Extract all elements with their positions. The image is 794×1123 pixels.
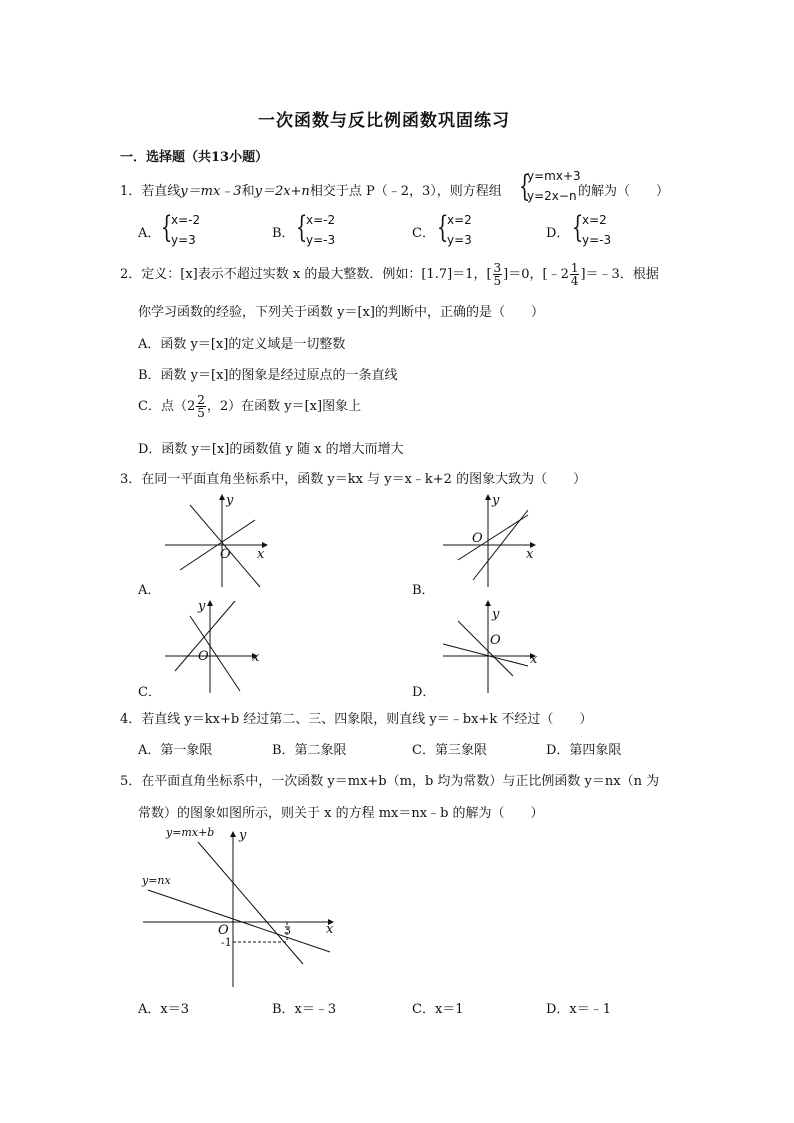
option-b-label[interactable]: B． xyxy=(412,583,435,598)
brace-icon: { xyxy=(436,210,449,245)
equation: y＝mx﹣3 xyxy=(180,184,242,199)
brace-icon: { xyxy=(518,169,531,204)
text: ]＝﹣3．根据 xyxy=(580,267,659,282)
option-d-label[interactable]: D． xyxy=(412,685,436,700)
option-b-label[interactable]: B． xyxy=(272,226,295,241)
question-2-stem xyxy=(120,262,659,287)
graph-q5 xyxy=(138,822,348,992)
question-3-stem: 3．在同一平面直角坐标系中，函数 y＝kx 与 y＝x﹣k+2 的图象大致为（ ） xyxy=(120,472,587,487)
axis-y-label: y xyxy=(226,493,234,508)
question-5-line2: 常数）的图象如图所示，则关于 x 的方程 mx＝nx﹣b 的解为（ ） xyxy=(138,806,544,821)
graph-c xyxy=(160,596,270,696)
line-label-nx: y=nx xyxy=(142,874,171,887)
option-a[interactable]: A．第一象限 xyxy=(138,743,213,758)
option-b[interactable]: B．x＝﹣3 xyxy=(272,1002,337,1017)
brace-icon: { xyxy=(571,210,584,245)
option-a[interactable]: A．函数 y＝[x]的定义域是一切整数 xyxy=(138,337,346,352)
axis-y-label: y xyxy=(239,828,247,843)
axis-x-label: x xyxy=(530,652,538,667)
option-d[interactable]: D．第四象限 xyxy=(546,743,622,758)
origin-label: O xyxy=(220,547,231,562)
fraction: $\frac{3}{5}$ xyxy=(493,261,502,288)
section-header: 一．选择题（共13小题） xyxy=(120,150,269,165)
origin-label: O xyxy=(198,649,209,664)
tick-y-neg1: -1 xyxy=(221,936,232,949)
brace-icon: { xyxy=(295,210,308,245)
fraction: $\frac{1}{4}$ xyxy=(570,261,579,288)
equation: y=2x−n xyxy=(527,189,577,203)
question-2-line2: 你学习函数的经验，下列关于函数 y＝[x]的判断中，正确的是（ ） xyxy=(138,305,544,320)
option-c-system: x=2 y=3 xyxy=(447,213,472,247)
equation: y=mx+3 xyxy=(527,169,581,183)
text: 和 xyxy=(241,184,255,199)
option-c-label[interactable]: C． xyxy=(412,226,435,241)
axis-x-label: x xyxy=(526,547,534,562)
axis-y-label: y xyxy=(492,493,500,508)
option-b[interactable]: B．第二象限 xyxy=(272,743,347,758)
page-title: 一次函数与反比例函数巩固练习 xyxy=(258,111,510,131)
option-a-system: x=-2 y=3 xyxy=(171,213,201,247)
option-d-label[interactable]: D． xyxy=(546,226,570,241)
origin-label: O xyxy=(472,531,483,546)
axis-y-label: y xyxy=(198,599,206,614)
question-1-stem xyxy=(120,180,502,199)
axis-x-label: x xyxy=(252,650,260,665)
option-a[interactable]: A．x＝3 xyxy=(138,1002,189,1017)
option-a-label[interactable]: A． xyxy=(138,226,161,241)
question-5-stem: 5．在平面直角坐标系中，一次函数 y＝mx+b（m，b 均为常数）与正比例函数 y＝nx（n 为 xyxy=(120,774,660,789)
graph-a xyxy=(160,490,270,590)
axis-x-label: x xyxy=(326,922,334,937)
option-c[interactable]: C．点（2 $\frac{2}{5}$ ，2）在函数 y＝[x]图象上 xyxy=(138,393,362,420)
text: P（﹣2，3），则方程组 xyxy=(365,184,502,199)
axis-y-label: y xyxy=(492,607,500,622)
equation: y＝2x+n xyxy=(254,184,310,199)
fraction: $\frac{2}{5}$ xyxy=(197,393,205,420)
tick-x-3: 3 xyxy=(284,924,291,937)
option-c-label[interactable]: C． xyxy=(138,685,161,700)
option-d[interactable]: D．x＝﹣1 xyxy=(546,1002,612,1017)
question-number: 1． xyxy=(120,184,142,199)
question-tail: 的解为（ ） xyxy=(578,184,670,199)
text: 定义：[x]表示不超过实数 x 的最大整数．例如：[1.7]＝1，[ xyxy=(141,267,492,282)
brace-icon: { xyxy=(160,210,173,245)
question-4-stem: 4．若直线 y＝kx+b 经过第二、三、四象限，则直线 y＝﹣bx+k 不经过（ ） xyxy=(120,712,593,727)
option-b[interactable]: B．函数 y＝[x]的图象是经过原点的一条直线 xyxy=(138,368,398,383)
equation-system xyxy=(527,166,581,206)
origin-label: O xyxy=(490,633,501,648)
line-label-mx-b: y=mx+b xyxy=(166,826,215,839)
text: 相交于点 xyxy=(309,184,362,199)
origin-label: O xyxy=(218,923,229,938)
question-number: 2． xyxy=(120,267,142,282)
option-d-system: x=2 y=-3 xyxy=(582,213,612,247)
text: 若直线 xyxy=(141,184,181,199)
option-a-label[interactable]: A． xyxy=(138,583,161,598)
graph-d xyxy=(438,596,548,696)
option-d[interactable]: D．函数 y＝[x]的函数值 y 随 x 的增大而增大 xyxy=(138,442,404,457)
axis-x-label: x xyxy=(257,547,265,562)
option-c[interactable]: C．x＝1 xyxy=(412,1002,464,1017)
text: ]＝0，[﹣2 xyxy=(503,267,569,282)
option-c[interactable]: C．第三象限 xyxy=(412,743,487,758)
option-b-system: x=-2 y=-3 xyxy=(306,213,336,247)
graph-b xyxy=(438,490,548,590)
